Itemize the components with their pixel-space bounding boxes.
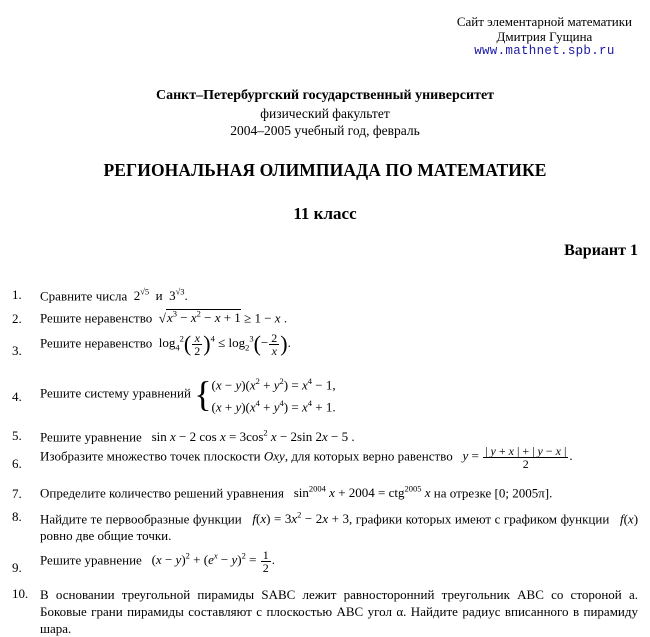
page-title: РЕГИОНАЛЬНАЯ ОЛИМПИАДА ПО МАТЕМАТИКЕ [103, 160, 547, 180]
problem-number: 3. [12, 343, 22, 358]
problem-text: Решите уравнение [40, 429, 142, 445]
site-credit-line1: Сайт элементарной математики [456, 14, 632, 29]
problem-text: Сравните числа [40, 288, 128, 304]
math-expression: y = $\frac{| y + x | + | y - x |}{2}$ . [462, 444, 573, 471]
problem-text-continued: функции [560, 511, 610, 527]
math-expression: $√x^3 - x^2 - x + 1 \ge 1 - x$ . [155, 309, 288, 326]
problem-text-continued: ровно две общие точки. [40, 528, 172, 544]
problem-text-continued: , графики которых имеют с графиком [349, 511, 558, 527]
problem-1 [40, 287, 188, 304]
problem-4 [40, 372, 336, 417]
math-expression: $\log_4^2$( $\frac{x}{2}$ )$^4 \le \log_2^3(-$ $\frac{2}{x}$ ). [155, 331, 291, 358]
problem-text: Найдите те первообразные функции [40, 511, 242, 527]
problem-2 [40, 309, 287, 326]
problem-3 [40, 332, 291, 357]
problem-text: Решите неравенство [40, 310, 153, 326]
math-expression: f(x) [619, 511, 639, 527]
problem-number: 7. [12, 486, 22, 501]
problem-9 [40, 549, 275, 574]
math-expression: $2^{√5}$ и $3^{√3}$. [130, 287, 188, 304]
problem-text: Решите уравнение [40, 552, 142, 568]
university-name: Санкт–Петербургский государственный университет [155, 88, 495, 103]
problem-number: 9. [12, 560, 22, 575]
math-expression: $(x - y)^2 + (e^x - y)^2$ = $\frac{1}{2}$ . [145, 548, 275, 575]
grade-label: 11 класс [293, 204, 357, 223]
problem-number: 2. [12, 311, 22, 326]
problem-number: 10. [12, 586, 29, 601]
math-expression: sin x − 2 $\cos x = 3\cos^2$ x − 2sin 2x − 5 . [145, 428, 355, 445]
problem-number: 5. [12, 428, 22, 443]
problem-text: Решите неравенство [40, 335, 153, 351]
problem-number: 6. [12, 456, 22, 471]
math-expression: $\sin^{2004} x + 2004 = ctg^{2005}$ x [287, 484, 431, 501]
problem-6 [40, 445, 573, 470]
plane-label: Oxy [263, 448, 285, 464]
academic-year: 2004–2005 учебный год, февраль [230, 123, 420, 138]
math-system: { $(x - y)(x^2 + y^2) = x^4 - 1$, $(x + y)(x^4 + y^4) = x^4 + 1$. [194, 374, 336, 415]
problem-7 [40, 484, 552, 501]
site-credit-line2: Дмитрия Гущина [496, 29, 593, 44]
problem-5 [40, 428, 355, 445]
problem-number: 8. [12, 509, 22, 524]
site-credit [457, 14, 632, 59]
math-expression: $f(x) = 3x^2 - 2x + 3$ [252, 510, 350, 527]
problem-text: Решите систему уравнений [40, 385, 191, 401]
problem-number: 4. [12, 389, 22, 404]
problem-10: В основании треугольной пирамиды SABC лежит равносторонний треугольник ABC со стороной a. Боковые грани пирамиды составляют с плоскостью ABC угол α. Найдите радиус вписанного в пирамиду шара. [40, 587, 638, 636]
problem-text: Определите количество решений уравнения [40, 485, 284, 501]
variant-label: Вариант 1 [564, 242, 638, 259]
faculty-name: физический факультет [260, 106, 390, 121]
problem-text-continued: на отрезке [0; 2005π]. [433, 485, 553, 501]
problem-text-continued: , для которых верно равенство [284, 448, 453, 464]
problem-8 [40, 507, 638, 544]
site-link[interactable]: www.mathnet.spb.ru [474, 44, 615, 58]
problem-text: Изобразите множество точек плоскости [40, 448, 261, 464]
problem-number: 1. [12, 287, 22, 302]
